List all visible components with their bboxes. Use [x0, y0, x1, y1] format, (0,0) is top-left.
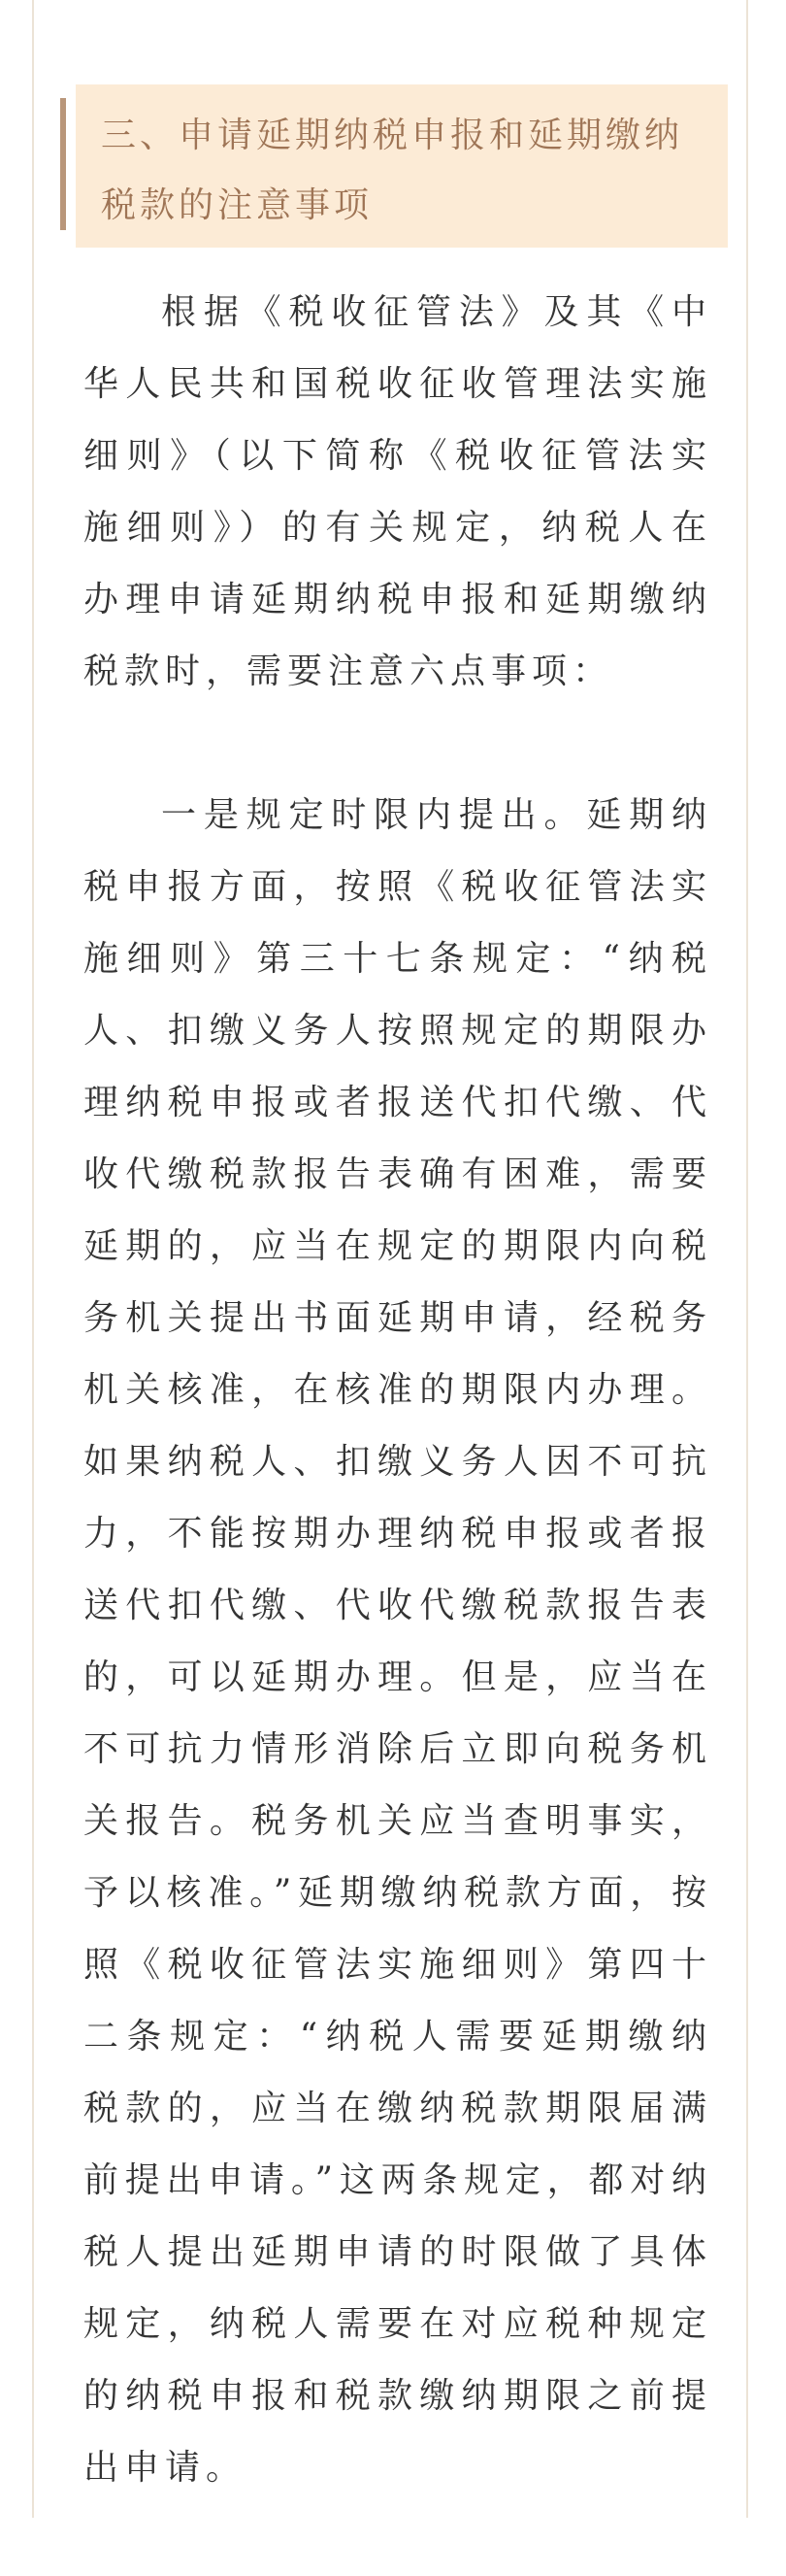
article-body [83, 277, 712, 2576]
paragraph-point-one: 一是规定时限内提出。延期纳税申报方面，按照《税收征管法实施细则》第三十七条规定：“纳税人、扣缴义务人按照规定的期限办理纳税申报或者报送代扣代缴、代收代缴税款报告表确有困难，需要延期的，应当在规定的期限内向税务机关提出书面延期申请，经税务机关核准，在核准的期限内办理。如果纳税人、扣缴义务人因不可抗力，不能按期办理纳税申报或者报送代扣代缴、代收代缴税款报告表的，可以延期办理。但是，应当在不可抗力情形消除后立即向税务机关报告。税务机关应当查明事实，予以核准。”延期缴纳税款方面，按照《税收征管法实施细则》第四十二条规定：“纳税人需要延期缴纳税款的，应当在缴纳税款期限届满前提出申请。”这两条规定，都对纳税人提出延期申请的时限做了具体规定，纳税人需要在对应税种规定的纳税申报和税款缴纳期限之前提出申请。 [83, 795, 712, 2488]
section-heading-accent-bar [60, 98, 66, 230]
section-heading: 三、申请延期纳税申报和延期缴纳税款的注意事项 [101, 116, 684, 225]
paragraph-intro: 根据《税收征管法》及其《中华人民共和国税收征收管理法实施细则》（以下简称《税收征管法实施细则》）的有关规定，纳税人在办理申请延期纳税申报和延期缴纳税款时，需要注意六点事项： [83, 292, 712, 691]
